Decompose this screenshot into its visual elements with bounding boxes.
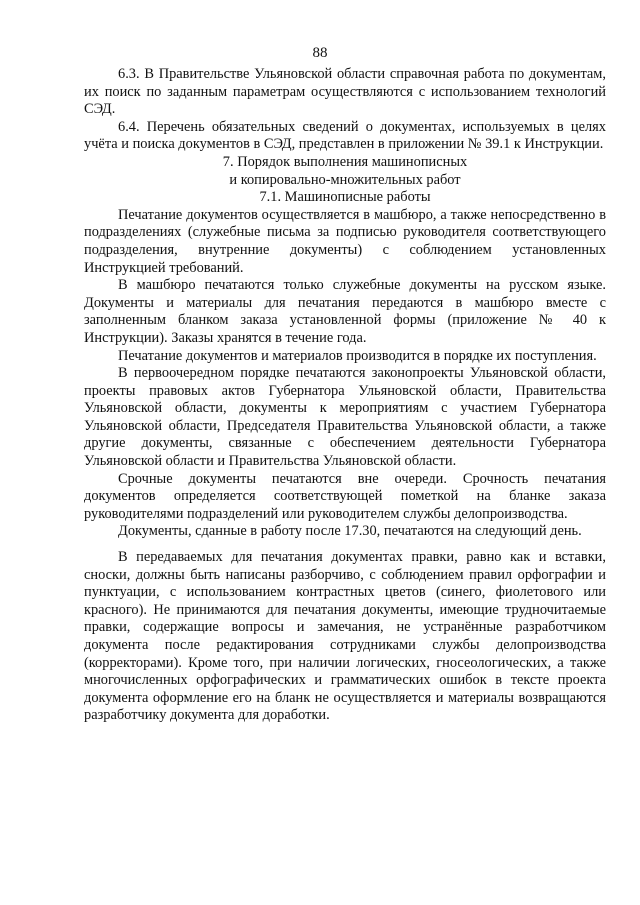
paragraph-typing-bureau: В машбюро печатаются только служебные документы на русском языке. Документы и материалы для печатания передаются в машбюро вместе с заполненным бланком заказа установленной формы (приложение № 40 к Инструкции). Заказы хранятся в течение года. — [84, 277, 606, 346]
section-7-title — [84, 154, 606, 189]
paragraph-corrections-rules: В передаваемых для печатания документах правки, равно как и вставки, сноски, должны быть написаны разборчиво, с соблюдением правил орфографии и пунктуации, с использованием контрастных цветов (синего, фиолетового или красного). Не принимаются для печатания документы, имеющие трудночитаемые правки, содержащие вопросы и замечания, не устранённые разработчиком документа после редактирования сотрудниками службы делопроизводства (корректорами). Кроме того, при наличии логических, гносеологических, а также многочисленных орфографических и грамматических ошибок в тексте проекта документа оформление его на бланк не осуществляется и материалы возвращаются разработчику документа для доработки. — [84, 549, 606, 724]
paragraph-6-4: 6.4. Перечень обязательных сведений о документах, используемых в целях учёта и поиска документов в СЭД, представлен в приложении № 39.1 к Инструкции. — [84, 118, 606, 153]
page-number: 88 — [312, 45, 328, 61]
paragraph-typing-location: Печатание документов осуществляется в машбюро, а также непосредственно в подразделениях (служебные письма за подписью руководителя соответствующего подразделения, внутренние документы) с соблюдением установленных Инструкцией требований. — [84, 206, 606, 276]
subsection-7-1-title: 7.1. Машинописные работы — [259, 189, 431, 206]
paragraph-priority-order: В первоочередном порядке печатаются законопроекты Ульяновской области, проекты правовых актов Губернатора Ульяновской области, Правительства Ульяновской области, документы к мероприятиям с участием Губернатора Ульяновской области, Председателя Правительства Ульяновской области, а также другие документы, связанные с обеспечением деятельности Губернатора Ульяновской области и Правительства Ульяновской области. — [84, 365, 606, 470]
section-7-title-line-2: и копировально-множительных работ — [229, 171, 461, 188]
paragraph-6-3: 6.3. В Правительстве Ульяновской области справочная работа по документам, их поиск по заданным параметрам осуществляются с использованием технологий СЭД. — [84, 66, 606, 118]
paragraph-after-hours: Документы, сданные в работу после 17.30, печатаются на следующий день. — [118, 523, 582, 540]
paragraph-order-of-receipt: Печатание документов и материалов производится в порядке их поступления. — [118, 347, 597, 364]
section-7-title-line-1: 7. Порядок выполнения машинописных — [222, 153, 468, 170]
document-body — [84, 66, 606, 725]
paragraph-urgent-documents: Срочные документы печатаются вне очереди. Срочность печатания документов определяется соответствующей пометкой на бланке заказа руководителями подразделений или руководителем службы делопроизводства. — [84, 470, 606, 522]
